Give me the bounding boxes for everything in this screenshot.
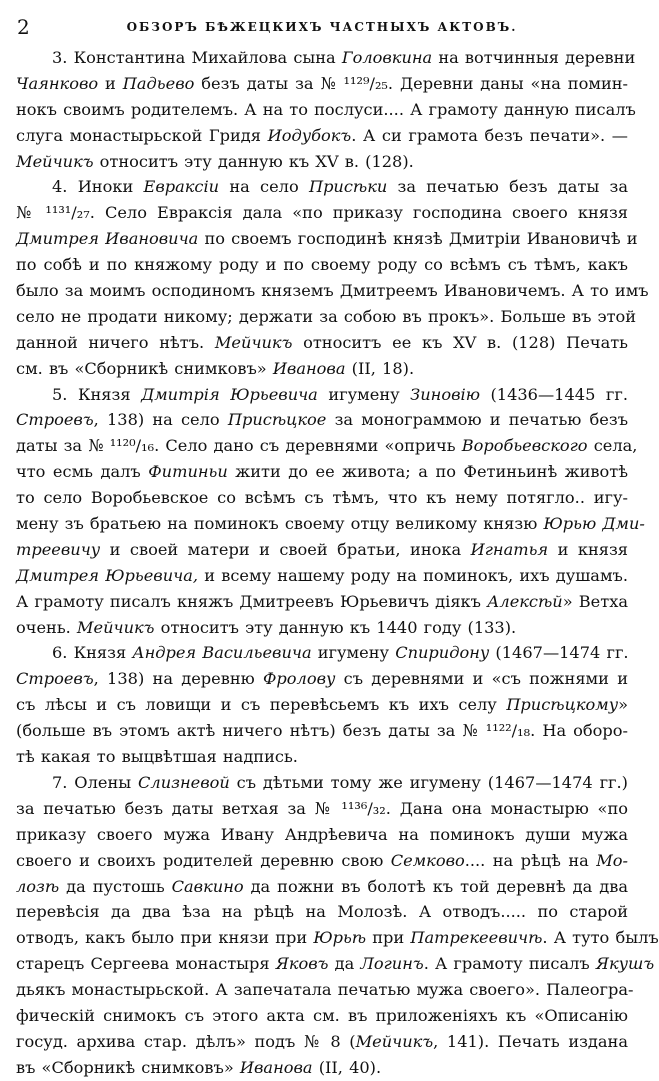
text-segment: и bbox=[98, 73, 123, 93]
text-segment: госуд. архива стар. дѣлъ» подъ № 8 ( bbox=[16, 1031, 356, 1051]
italic-name: Игнатья bbox=[470, 539, 549, 559]
text-line bbox=[16, 330, 628, 356]
text-segment: » Ветха bbox=[562, 591, 629, 611]
italic-name: Мейчикъ bbox=[16, 151, 94, 171]
text-line bbox=[16, 123, 628, 149]
text-line bbox=[16, 718, 628, 744]
text-segment: при bbox=[366, 928, 411, 948]
text-segment: своего и своихъ родителей деревню свою bbox=[16, 850, 391, 870]
italic-name: Семково bbox=[390, 850, 465, 870]
text-segment: . А грамоту писалъ bbox=[423, 954, 596, 974]
italic-name: Зиновію bbox=[410, 384, 480, 404]
text-line bbox=[16, 977, 634, 1003]
text-segment: , 141). Печать издана bbox=[433, 1031, 628, 1051]
text-line bbox=[16, 822, 628, 848]
italic-name: Патрекеевичѣ bbox=[410, 928, 543, 948]
italic-name: Мейчикъ bbox=[355, 1031, 434, 1051]
italic-name: Иванова bbox=[272, 358, 346, 378]
page-number: 2 bbox=[17, 15, 30, 39]
text-line bbox=[16, 200, 628, 226]
text-segment: въ «Сборникѣ снимковъ» bbox=[16, 1057, 240, 1077]
text-segment: да пожни въ болотѣ къ той деревнѣ да два bbox=[243, 876, 628, 896]
text-line bbox=[16, 537, 628, 563]
italic-name: Воробьевского bbox=[461, 436, 588, 456]
italic-name: Алексѣй bbox=[487, 591, 563, 611]
text-segment: 6. Князя bbox=[52, 643, 133, 663]
text-line bbox=[16, 485, 628, 511]
text-segment: и князя bbox=[548, 539, 628, 559]
text-segment: по собѣ и по княжому роду и по своему роду со всѣмъ съ тѣмъ, какъ bbox=[16, 255, 628, 275]
text-segment: за печатью безъ даты за bbox=[387, 177, 628, 197]
text-line bbox=[16, 511, 645, 537]
italic-name: Фролову bbox=[262, 669, 336, 689]
italic-name: Присѣцкое bbox=[227, 410, 327, 430]
text-line bbox=[16, 278, 649, 304]
text-segment: очень. bbox=[16, 617, 77, 637]
document-body bbox=[16, 45, 659, 1077]
italic-name: Мейчикъ bbox=[214, 332, 293, 352]
italic-name: Мейчикъ bbox=[76, 617, 155, 637]
text-segment: по своемъ господинѣ князѣ Дмитріи Ивановичѣ и bbox=[198, 229, 638, 249]
text-segment: , 138) на село bbox=[93, 410, 228, 430]
page-header bbox=[0, 14, 644, 40]
text-segment: отводъ, какъ было при князи при bbox=[16, 928, 314, 948]
text-segment: 3. Константина Михайлова сына bbox=[52, 48, 342, 67]
italic-name: Головкина bbox=[341, 48, 433, 67]
text-segment: слуга монастырьской Гридя bbox=[16, 125, 268, 145]
text-segment: (II, 18). bbox=[345, 358, 415, 378]
text-segment: А грамоту писалъ княжъ Дмитреевъ Юрьевичъ діякъ bbox=[16, 591, 488, 611]
text-segment: жити до ее живота; а по Фетиньинѣ животѣ bbox=[227, 462, 628, 482]
text-segment: то село Воробьевское со всѣмъ съ тѣмъ, что къ нему потягло.. игу- bbox=[16, 488, 628, 508]
text-line bbox=[16, 71, 628, 97]
italic-name: Савкино bbox=[171, 876, 244, 896]
text-line bbox=[16, 951, 655, 977]
italic-name: Строевъ bbox=[16, 669, 94, 689]
text-line bbox=[16, 770, 628, 796]
italic-name: Якушъ bbox=[595, 954, 655, 974]
text-segment: безъ даты за № ¹¹²⁹/₂₅. Деревни даны «на помин- bbox=[194, 73, 628, 93]
italic-name: Дмитрея Ивановича bbox=[16, 229, 199, 249]
italic-name: Присѣцкому bbox=[506, 695, 619, 715]
text-line bbox=[16, 252, 628, 278]
text-segment: относитъ эту данную къ 1440 году (133). bbox=[154, 617, 517, 637]
text-segment: тѣ какая то выцвѣтшая надпись. bbox=[16, 747, 298, 767]
text-segment: относитъ ее къ XV в. (128) Печать bbox=[292, 332, 628, 352]
text-segment: и всему нашему роду на поминокъ, ихъ душамъ. bbox=[198, 565, 628, 585]
text-segment: игумену bbox=[311, 643, 396, 663]
text-segment: за монограммою и печатью безъ bbox=[326, 410, 628, 430]
text-segment: село не продати никому; держати за собою въ прокъ». Больше въ этой bbox=[16, 306, 637, 326]
text-line bbox=[16, 874, 628, 900]
italic-name: треевичу bbox=[16, 539, 101, 559]
italic-name: Слизневой bbox=[138, 772, 230, 792]
text-segment: да bbox=[328, 954, 361, 974]
text-segment: на село bbox=[219, 177, 309, 197]
text-segment: нокъ своимъ родителемъ. А на то послуси.... А грамоту данную писалъ bbox=[16, 99, 636, 119]
text-line bbox=[16, 692, 628, 718]
text-line bbox=[16, 356, 628, 382]
text-segment: № ¹¹³¹/₂₇. Село Евраксія дала «по приказу господина своего князя bbox=[16, 203, 628, 223]
text-line bbox=[16, 640, 628, 666]
text-line bbox=[16, 97, 636, 123]
italic-name: лозѣ bbox=[16, 876, 60, 896]
text-line bbox=[16, 925, 659, 951]
text-line bbox=[16, 589, 628, 615]
italic-name: Иодубокъ bbox=[267, 125, 352, 145]
text-segment: фическій снимокъ съ этого акта см. въ приложеніяхъ къ «Описанію bbox=[16, 1005, 628, 1025]
text-line bbox=[16, 796, 628, 822]
running-title: ОБЗОРЪ БѢЖЕЦКИХЪ ЧАСТНЫХЪ АКТОВЪ. bbox=[126, 20, 518, 34]
text-line bbox=[16, 433, 638, 459]
text-segment: за печатью безъ даты ветхая за № ¹¹³⁶/₃₂. Дана она монастырю «по bbox=[16, 798, 628, 818]
text-segment: что есмь далъ bbox=[16, 462, 149, 482]
text-segment: съ деревнями и «съ пожнями и bbox=[335, 669, 628, 689]
text-segment: 4. Иноки bbox=[52, 177, 144, 197]
italic-name: Фитиньи bbox=[148, 462, 228, 482]
italic-name: Мо- bbox=[596, 850, 629, 870]
text-segment: перевѣсія да два ѣза на рѣцѣ на Молозѣ. А отводъ..... по старой bbox=[16, 902, 628, 922]
italic-name: Строевъ bbox=[16, 410, 94, 430]
text-line bbox=[16, 848, 628, 874]
text-segment: .... на рѣцѣ на bbox=[464, 850, 597, 870]
text-segment: на вотчинныя деревни bbox=[432, 48, 636, 67]
text-segment: (больше въ этомъ актѣ ничего нѣтъ) безъ даты за № ¹¹²²/₁₈. На оборо- bbox=[16, 721, 628, 741]
italic-name: Спиридону bbox=[395, 643, 490, 663]
text-line bbox=[16, 899, 628, 925]
text-segment: относитъ эту данную къ XV в. (128). bbox=[93, 151, 414, 171]
text-segment: » bbox=[618, 695, 628, 715]
text-segment: данной ничего нѣтъ. bbox=[16, 332, 215, 352]
text-line bbox=[16, 45, 636, 71]
text-segment: приказу своего мужа Ивану Андрѣевича на поминокъ души мужа bbox=[16, 824, 628, 844]
text-line bbox=[16, 744, 628, 770]
text-segment: (1467—1474 гг. bbox=[489, 643, 629, 663]
text-segment: см. въ «Сборникѣ снимковъ» bbox=[16, 358, 273, 378]
italic-name: Яковъ bbox=[275, 954, 329, 974]
text-segment: 5. Князя bbox=[52, 384, 142, 404]
text-line bbox=[16, 149, 628, 175]
italic-name: Падьево bbox=[122, 73, 195, 93]
text-segment: (II, 40). bbox=[312, 1057, 382, 1077]
italic-name: Дмитрія Юрьевича bbox=[141, 384, 318, 404]
text-line bbox=[16, 563, 628, 589]
italic-name: Иванова bbox=[239, 1057, 313, 1077]
text-segment: старецъ Сергеева монастыря bbox=[16, 954, 276, 974]
italic-name: Присѣки bbox=[308, 177, 388, 197]
italic-name: Андрея Васильевича bbox=[132, 643, 312, 663]
text-line bbox=[16, 666, 628, 692]
text-segment: . А си грамота безъ печати». — bbox=[351, 125, 628, 145]
text-segment: , 138) на деревню bbox=[93, 669, 263, 689]
text-line bbox=[16, 174, 628, 200]
italic-name: Юрью Дми- bbox=[543, 514, 645, 534]
text-line bbox=[16, 382, 628, 408]
text-segment: даты за № ¹¹²⁰/₁₆. Село дано съ деревнями «опричь bbox=[16, 436, 462, 456]
text-segment: дьякъ монастырьской. А запечатала печатью мужа своего». Палеогра- bbox=[16, 980, 634, 1000]
text-segment: 7. Олены bbox=[52, 772, 138, 792]
text-line bbox=[16, 304, 637, 330]
text-segment: . А туто былъ bbox=[542, 928, 659, 948]
text-segment: и своей матери и своей братьи, инока bbox=[100, 539, 471, 559]
text-segment: да пустошь bbox=[59, 876, 172, 896]
italic-name: Чаянково bbox=[16, 73, 99, 93]
text-segment: игумену bbox=[317, 384, 411, 404]
text-segment: мену зъ братьею на поминокъ своему отцу великому князю bbox=[16, 514, 544, 534]
text-segment: съ лѣсы и съ ловищи и съ перевѣсьемъ къ ихъ селу bbox=[16, 695, 507, 715]
text-segment: было за моимъ осподиномъ княземъ Дмитреемъ Ивановичемъ. А то имъ bbox=[16, 281, 649, 301]
italic-name: Логинъ bbox=[360, 954, 424, 974]
italic-name: Юрьѣ bbox=[313, 928, 367, 948]
text-segment: (1436—1445 гг. bbox=[479, 384, 628, 404]
text-line bbox=[16, 1003, 628, 1029]
text-line bbox=[16, 226, 638, 252]
text-segment: съ дѣтьми тому же игумену (1467—1474 гг.) bbox=[229, 772, 628, 792]
text-line bbox=[16, 1029, 628, 1055]
text-line bbox=[16, 407, 628, 433]
text-segment: села, bbox=[587, 436, 638, 456]
text-line bbox=[16, 615, 628, 641]
text-line bbox=[16, 459, 628, 485]
italic-name: Евраксіи bbox=[143, 177, 220, 197]
text-line bbox=[16, 1055, 628, 1081]
italic-name: Дмитрея Юрьевича, bbox=[16, 565, 199, 585]
